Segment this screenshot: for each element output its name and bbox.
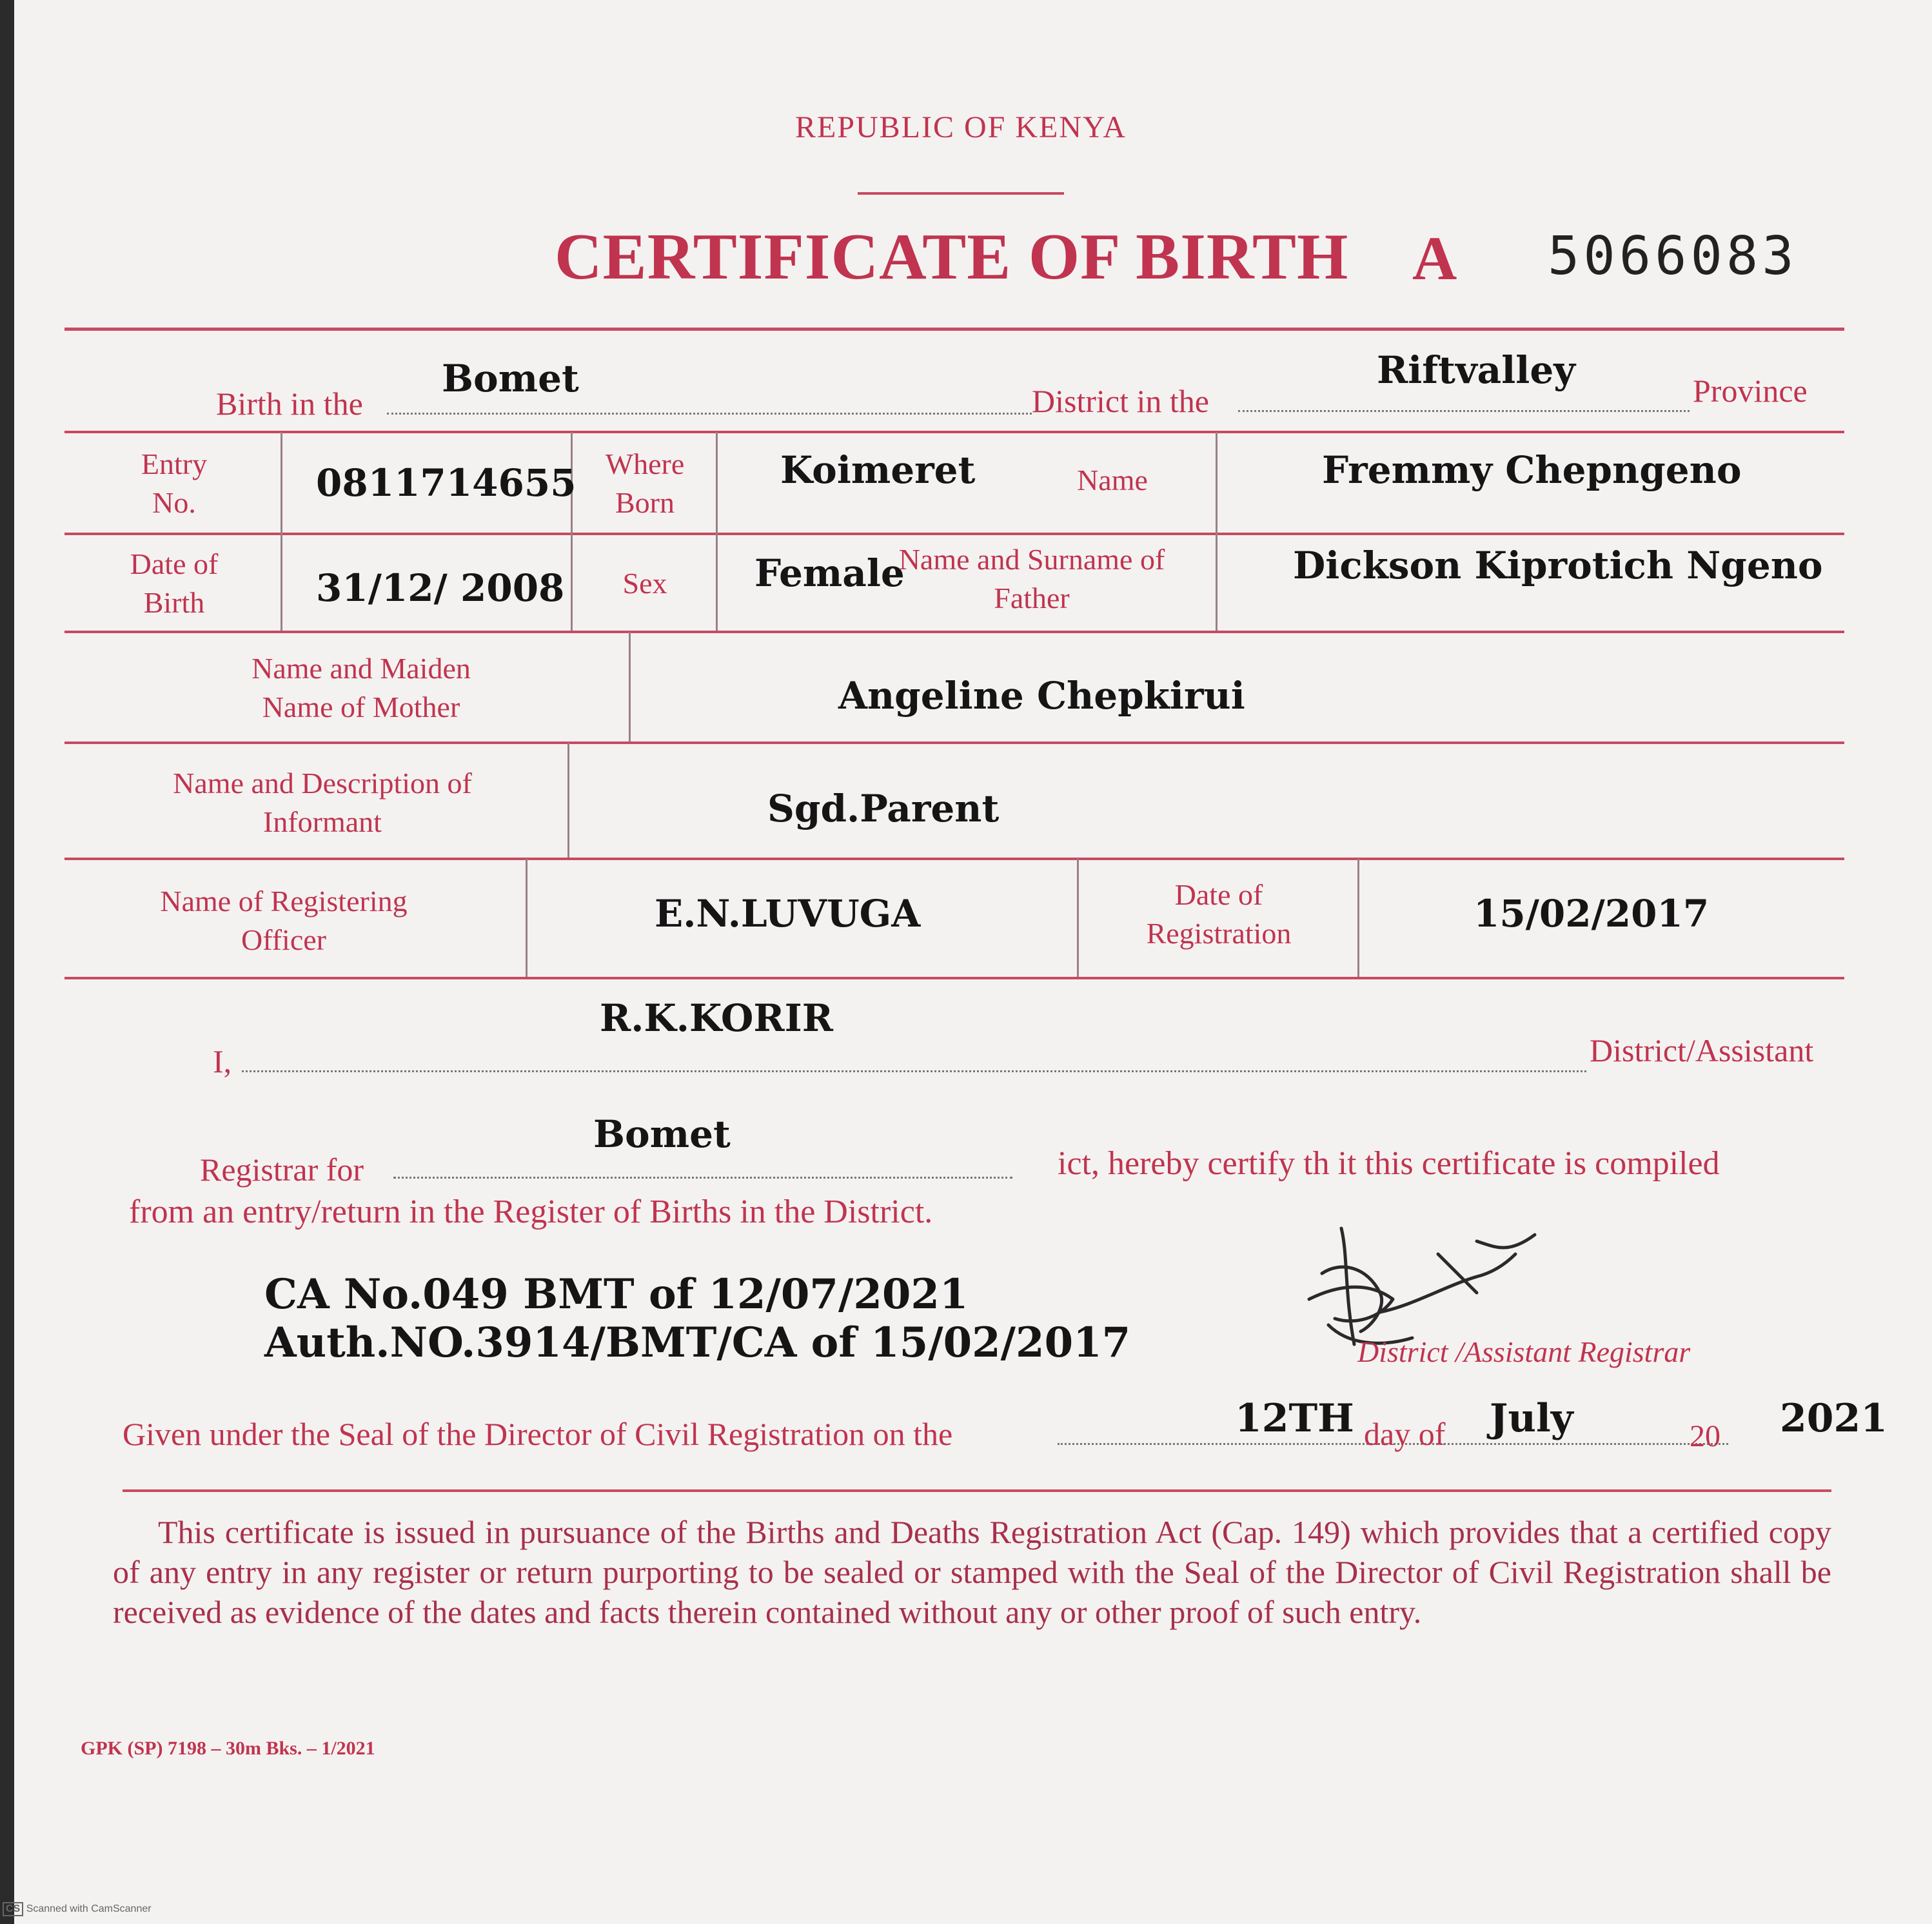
col-rule-d bbox=[1216, 432, 1217, 631]
given-under-seal-text: Given under the Seal of the Director of Civil Registration on the bbox=[123, 1416, 953, 1452]
signature-caption: District /Assistant Registrar bbox=[1357, 1335, 1691, 1368]
col-rule-informant bbox=[567, 743, 569, 858]
reg-date-label: Date of Registration bbox=[1146, 878, 1292, 950]
table-rule-1 bbox=[64, 431, 1844, 433]
dob-label: Date of Birth bbox=[130, 547, 219, 619]
col-rule-regdate-b bbox=[1357, 859, 1359, 977]
registrar-district-value: Bomet bbox=[593, 1112, 731, 1156]
serial-number: 5066083 bbox=[1548, 226, 1798, 287]
legal-notice: This certificate is issued in pursuance of the Births and Deaths Registration Act (Cap. 149) which provides that a certified copy of any entry in any register or return purporting to be sealed or stamped with the Seal of the Director of Civil Registration shall be received as evidence of the dates and facts therein contained without any or other proof of such entry. bbox=[113, 1514, 1831, 1630]
child-name-value: Fremmy Chepngeno bbox=[1322, 448, 1742, 492]
col-rule-mother bbox=[629, 632, 631, 741]
certificate-title: CERTIFICATE OF BIRTH bbox=[555, 221, 1349, 293]
registrar-for-label: Registrar for bbox=[200, 1152, 364, 1188]
district-assistant-label: District/Assistant bbox=[1590, 1032, 1814, 1068]
district-dotted-line bbox=[387, 413, 1032, 415]
cs-logo-icon: CS bbox=[3, 1902, 23, 1916]
from-entry-text: from an entry/return in the Register of Births in the District. bbox=[129, 1193, 933, 1230]
print-code: GPK (SP) 7198 – 30m Bks. – 1/2021 bbox=[81, 1738, 375, 1759]
scan-edge bbox=[0, 0, 14, 1924]
col-rule-officer bbox=[526, 859, 527, 977]
father-value: Dickson Kiprotich Ngeno bbox=[1293, 544, 1823, 587]
mother-value: Angeline Chepkirui bbox=[838, 674, 1245, 718]
registrar-dotted-line bbox=[242, 1070, 1586, 1072]
mother-label: Name and Maiden Name of Mother bbox=[251, 652, 471, 723]
scanner-badge bbox=[3, 1902, 152, 1916]
registrar-for-dotted-line bbox=[393, 1177, 1012, 1179]
where-born-label: Where Born bbox=[605, 447, 685, 519]
top-rule bbox=[64, 328, 1844, 331]
informant-label: Name and Description of Informant bbox=[173, 767, 472, 838]
certify-text: ict, hereby certify th it this certificate is compiled bbox=[1058, 1145, 1720, 1182]
birth-label: Birth in the bbox=[216, 386, 363, 422]
i-label: I, bbox=[213, 1043, 232, 1079]
series-letter: A bbox=[1412, 224, 1457, 293]
table-rule-5 bbox=[64, 858, 1844, 860]
province-dotted-line bbox=[1238, 410, 1690, 412]
table-rule-4 bbox=[64, 741, 1844, 744]
scanner-text: Scanned with CamScanner bbox=[26, 1903, 152, 1914]
entry-no-value: 0811714655 bbox=[316, 461, 577, 505]
sex-label: Sex bbox=[622, 567, 667, 600]
officer-value: E.N.LUVUGA bbox=[655, 892, 921, 936]
officer-label: Name of Registering Officer bbox=[160, 885, 408, 956]
name-label: Name bbox=[1077, 464, 1148, 496]
given-year: 2021 bbox=[1780, 1396, 1888, 1441]
where-born-value: Koimeret bbox=[780, 448, 976, 492]
province-label: Province bbox=[1693, 373, 1808, 409]
republic-heading: REPUBLIC OF KENYA bbox=[794, 110, 1127, 144]
auth-reference: Auth.NO.3914/BMT/CA of 15/02/2017 bbox=[264, 1319, 1131, 1367]
registrar-name: R.K.KORIR bbox=[600, 996, 833, 1040]
table-rule-2 bbox=[64, 533, 1844, 535]
father-label: Name and Surname of Father bbox=[898, 543, 1165, 614]
sex-value: Female bbox=[754, 551, 905, 595]
given-day: 12TH bbox=[1235, 1396, 1354, 1441]
entry-no-label: Entry No. bbox=[141, 447, 208, 519]
col-rule-a bbox=[281, 432, 282, 631]
header-rule bbox=[858, 192, 1064, 195]
reg-date-value: 15/02/2017 bbox=[1474, 892, 1710, 936]
century-label: 20 bbox=[1690, 1419, 1720, 1453]
dob-value: 31/12/ 2008 bbox=[316, 566, 565, 610]
given-month: July bbox=[1490, 1396, 1573, 1441]
col-rule-regdate-a bbox=[1077, 859, 1079, 977]
district-label: District in the bbox=[1032, 383, 1209, 419]
col-rule-c bbox=[716, 432, 718, 631]
day-of-label: day of bbox=[1364, 1416, 1446, 1452]
table-rule-3 bbox=[64, 631, 1844, 633]
informant-value: Sgd.Parent bbox=[767, 787, 1000, 830]
ca-reference: CA No.049 BMT of 12/07/2021 bbox=[264, 1270, 969, 1319]
table-rule-6 bbox=[64, 977, 1844, 979]
footer-rule bbox=[123, 1489, 1831, 1492]
district-value: Bomet bbox=[442, 357, 579, 400]
province-value: Riftvalley bbox=[1377, 348, 1575, 392]
